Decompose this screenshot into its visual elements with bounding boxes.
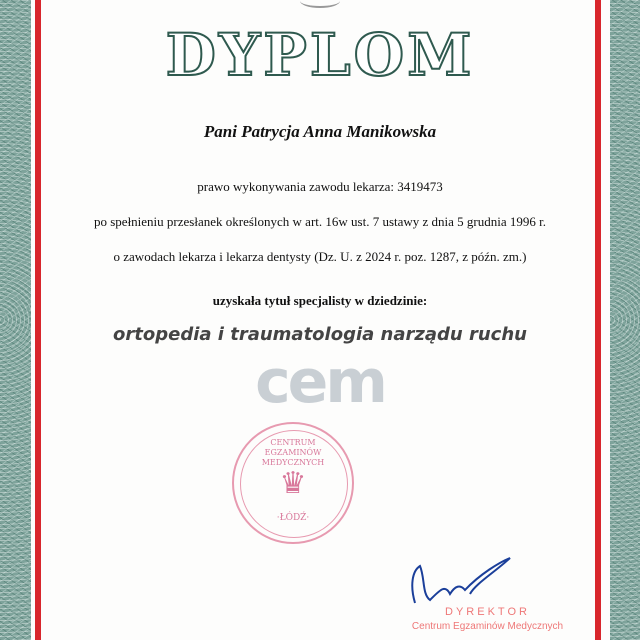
eagle-emblem-icon: ♛ (279, 467, 307, 500)
awarded-text: uzyskała tytuł specjalisty w dziedzinie: (212, 293, 428, 308)
signatory-role: DYREKTOR (445, 606, 530, 618)
left-red-line (35, 0, 41, 640)
cem-watermark: cem (255, 347, 385, 417)
specialty-name: ortopedia i traumatologia narządu ruchu (113, 324, 527, 345)
recipient-name: Pani Patrycja Anna Manikowska (203, 122, 437, 141)
stamp-city: ·ŁÓDŹ· (276, 513, 310, 523)
legal-basis-line: po spełnieniu przesłanek określonych w art. 16w ust. 7 ustawy z dnia 5 grudnia 1996 r. (93, 214, 547, 229)
left-guilloche-border (0, 0, 31, 640)
top-ornament (300, 0, 340, 8)
official-stamp (232, 422, 354, 544)
legal-act-line: o zawodach lekarza i lekarza dentysty (Dz. U. z 2024 r. poz. 1287, z późn. zm.) (113, 249, 527, 264)
right-guilloche-border (610, 0, 640, 640)
license-number-line: prawo wykonywania zawodu lekarza: 3419473 (197, 179, 443, 194)
signatory-institution: Centrum Egzaminów Medycznych (411, 621, 564, 632)
right-red-line (595, 0, 601, 640)
handwritten-signature (400, 556, 520, 604)
stamp-ring-text: CENTRUM EGZAMINÓW MEDYCZNYCH (261, 438, 325, 467)
diploma-title: DYPLOM (165, 21, 475, 89)
